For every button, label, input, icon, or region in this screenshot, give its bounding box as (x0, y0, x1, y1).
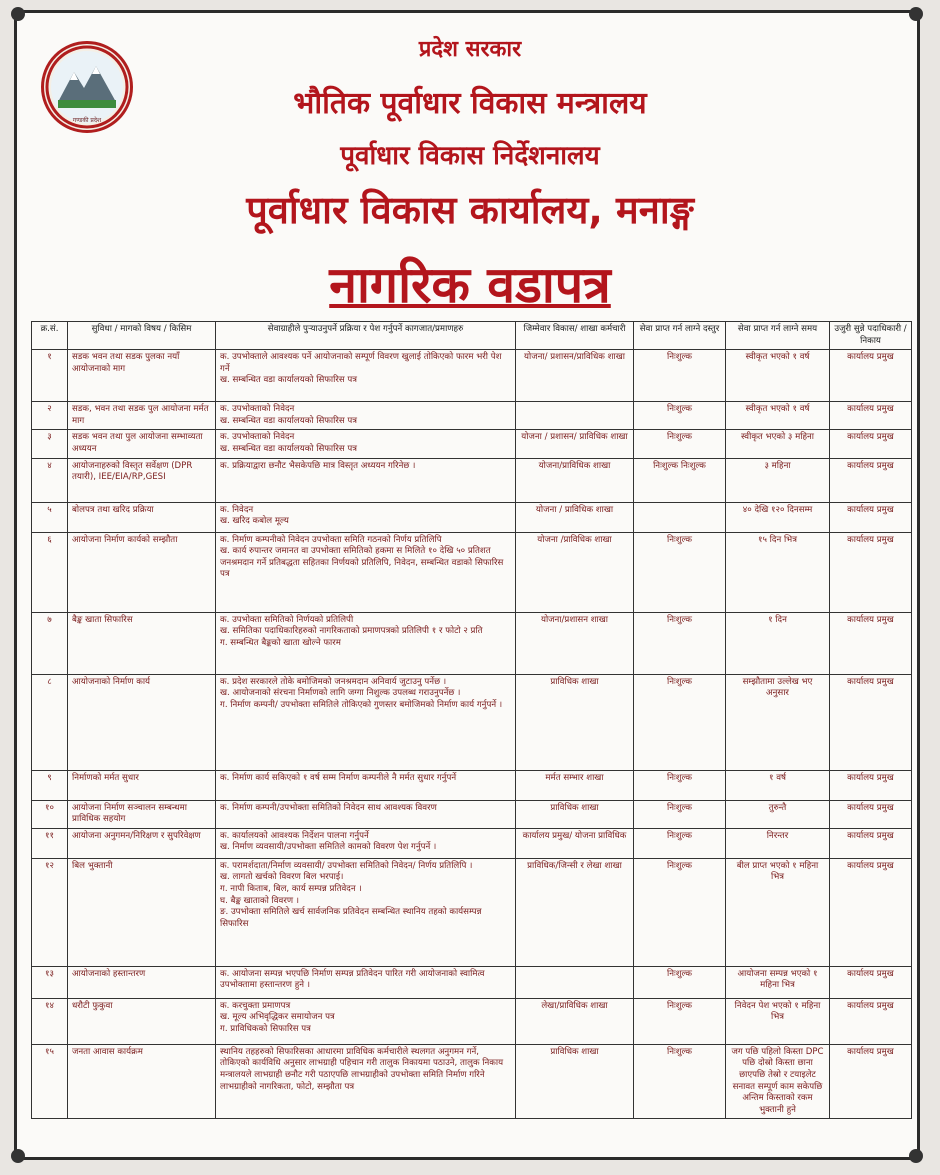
row-sn: ६ (32, 532, 68, 612)
row-subject: बिल भुक्तानी (68, 858, 216, 966)
requirement-line: क. निर्माण कार्य सकिएको १ वर्ष सम्म निर्माण कम्पनीले नै मर्मत सुधार गर्नुपर्ने (220, 772, 457, 783)
table-row (32, 1044, 912, 1119)
row-officer: कार्यालय प्रमुख (830, 966, 912, 998)
row-branch: मर्मत सम्भार शाखा (516, 770, 634, 800)
row-sn: १० (32, 800, 68, 828)
row-branch (516, 402, 634, 430)
row-sn: ५ (32, 502, 68, 532)
requirement-line: ख. समितिका पदाधिकारिहरुको नागरिकताको प्रमाणपत्रको प्रतिलिपी १ र फोटो २ प्रति (220, 626, 483, 637)
row-sn: १५ (32, 1044, 68, 1119)
table-row (32, 532, 912, 612)
requirement-line: ङ. उपभोक्ता समितिले खर्च सार्वजनिक प्रतिवेदन सम्बन्धित स्थानिय तहको कार्यसम्पन्न सिफारिस (220, 907, 482, 929)
citizen-charter-table (31, 321, 912, 1119)
requirement-line: क. प्रदेश सरकारले तोके बमोजिमको जनश्रमदान अनिवार्य जुटाउनु पर्नेछ । (220, 676, 447, 687)
requirement-line: ग. प्राविधिकको सिफारिस पत्र (220, 1023, 311, 1034)
row-sn: २ (32, 402, 68, 430)
row-fee: निःशुल्क (634, 770, 726, 800)
page-title: नागरिक वडापत्र (329, 256, 611, 314)
row-branch: योजना /प्राविधिक शाखा (516, 532, 634, 612)
row-fee (634, 502, 726, 532)
row-subject: आयोजना निर्माण सञ्चालन सम्बन्धमा प्राविधिक सहयोग (68, 800, 216, 828)
row-sn: ९ (32, 770, 68, 800)
requirement-line: क. आयोजना सम्पन्न भएपछि निर्माण सम्पन्न प्रतिवेदन पारित गरी आयोजनाको स्वामित्व उपभोक्तामा हस्तान्तरण हुने । (220, 968, 485, 991)
heading-ministry: भौतिक पूर्वाधार विकास मन्त्रालय (293, 86, 647, 121)
row-requirements (216, 350, 516, 402)
row-branch: कार्यालय प्रमुख/ योजना प्राविधिक (516, 828, 634, 858)
row-requirements (216, 858, 516, 966)
row-officer: कार्यालय प्रमुख (830, 770, 912, 800)
row-sn: ११ (32, 828, 68, 858)
requirement-line: क. कार्यालयको आवश्यक निर्देशन पालना गर्नुपर्ने (220, 830, 369, 841)
heading-office: पूर्वाधार विकास कार्यालय, मनाङ्ग (246, 188, 694, 232)
requirement-line: ग. सम्बन्धित बैङ्कको खाता खोल्ने फारम (220, 637, 341, 648)
row-subject: बोलपत्र तथा खरिद प्रक्रिया (68, 502, 216, 532)
row-subject: आयोजनाहरुको विस्तृत सर्वेक्षण (DPR तयारी), IEE/EIA/RP,GESI (68, 458, 216, 502)
requirement-line: क. निर्माण कम्पनी/उपभोक्ता समितिको निवेदन साथ आवश्यक विवरण (220, 802, 437, 813)
requirement-line: क. परामर्शदाता/निर्माण व्यवसायी/ उपभोक्ता समितिको निवेदन/ निर्णय प्रतिलिपि । (220, 860, 473, 871)
pin-hole (909, 7, 923, 21)
charter-board (14, 10, 920, 1160)
row-fee: निःशुल्क (634, 350, 726, 402)
row-fee: निःशुल्क (634, 612, 726, 674)
row-time: तुरुन्तै (726, 800, 830, 828)
row-officer: कार्यालय प्रमुख (830, 502, 912, 532)
requirement-line: ग. निर्माण कम्पनी/ उपभोक्ता समितिले तोकिएको गुणस्तर बमोजिमको निर्माण कार्य गर्नुपर्ने । (220, 699, 503, 710)
row-officer: कार्यालय प्रमुख (830, 402, 912, 430)
row-subject: सडक भवन तथा पुल आयोजना सम्भाव्यता अध्ययन (68, 430, 216, 458)
row-subject: आयोजना निर्माण कार्यको सम्झौता (68, 532, 216, 612)
row-requirements (216, 966, 516, 998)
table-row (32, 350, 912, 402)
row-time: स्वीकृत भएको ३ महिना (726, 430, 830, 458)
row-requirements (216, 800, 516, 828)
row-sn: १३ (32, 966, 68, 998)
requirement-line: स्थानिय तहहरुको सिफारिसका आधारमा प्राविधिक कर्मचारीले स्थलगत अनुगमन गर्ने, तोकिएको कार्यविधि अनुसार लाभग्राही पहिचान गरी तालुक निकायमा पठाउने, तालुक निकाय मन्त्रालयले लाभग्राही छनौट गरी पठाएपछि लाभग्राहीको उपभोक्ता समिति निर्माण गरिने लाभग्राहीको नागरिकता, फोटो, सम्झौता पत्र (220, 1046, 504, 1092)
requirement-line: ख. खरिद कबोल मूल्य (220, 516, 289, 527)
row-time: सम्झौतामा उल्लेख भए अनुसार (726, 674, 830, 770)
table-row (32, 402, 912, 430)
row-time: आयोजना सम्पन्न भएको १ महिना भित्र (726, 966, 830, 998)
row-branch: योजना / प्रशासन/ प्राविधिक शाखा (516, 430, 634, 458)
column-header-subject: सुविधा / मागको विषय / किसिम (68, 322, 216, 350)
row-subject: बैङ्क खाता सिफारिस (68, 612, 216, 674)
row-officer: कार्यालय प्रमुख (830, 800, 912, 828)
requirement-line: ख. सम्बन्धित वडा कार्यालयको सिफारिस पत्र (220, 443, 358, 454)
row-requirements (216, 402, 516, 430)
table-row (32, 612, 912, 674)
row-branch (516, 966, 634, 998)
column-header-requirements: सेवाग्राहीले पुर्‍याउनुपर्ने प्रक्रिया र पेश गर्नुपर्ने कागजात/प्रमाणहरु (216, 322, 516, 350)
row-officer: कार्यालय प्रमुख (830, 458, 912, 502)
row-officer: कार्यालय प्रमुख (830, 828, 912, 858)
row-subject: सडक भवन तथा सडक पुलका नयाँ आयोजनाको माग (68, 350, 216, 402)
row-requirements (216, 532, 516, 612)
requirement-line: क. उपभोक्ताको निवेदन (220, 404, 295, 415)
row-officer: कार्यालय प्रमुख (830, 612, 912, 674)
heading-province: प्रदेश सरकार (418, 37, 522, 62)
pin-hole (11, 7, 25, 21)
requirement-line: ख. सम्बन्धित वडा कार्यालयको सिफारिस पत्र (220, 375, 358, 386)
row-sn: ४ (32, 458, 68, 502)
row-requirements (216, 1044, 516, 1119)
row-time: ४० देखि १२० दिनसम्म (726, 502, 830, 532)
table-row (32, 770, 912, 800)
row-officer: कार्यालय प्रमुख (830, 1044, 912, 1119)
row-fee: निःशुल्क निःशुल्क (634, 458, 726, 502)
emblem-caption: गण्डकी प्रदेश (72, 117, 102, 124)
row-requirements (216, 430, 516, 458)
row-time: ३ महिना (726, 458, 830, 502)
requirement-line: क. उपभोक्ता समितिको निर्णयको प्रतिलिपी (220, 614, 354, 625)
row-fee: निःशुल्क (634, 828, 726, 858)
row-requirements (216, 770, 516, 800)
column-header-sn: क्र.सं. (32, 322, 68, 350)
column-header-fee: सेवा प्राप्त गर्न लाग्ने दस्तुर (634, 322, 726, 350)
row-sn: ३ (32, 430, 68, 458)
row-fee: निःशुल्क (634, 800, 726, 828)
row-fee: निःशुल्क (634, 966, 726, 998)
column-header-officer: उजुरी सुन्ने पदाधिकारी / निकाय (830, 322, 912, 350)
row-time: निरन्तर (726, 828, 830, 858)
row-subject: सडक, भवन तथा सडक पुल आयोजना मर्मत माग (68, 402, 216, 430)
row-sn: १ (32, 350, 68, 402)
row-time: १ वर्ष (726, 770, 830, 800)
row-officer: कार्यालय प्रमुख (830, 532, 912, 612)
requirement-line: ख. कार्य रुपान्तर जमानत वा उपभोक्ता समितिको हकमा स मिलिते १० देखि ५० प्रतिशत जनश्रमदान गर्ने प्रतिबद्धता सहितका निर्णयको प्रतिलिपि, निवेदन, सम्बन्धित वडाको सिफारिस पत्र (220, 546, 504, 580)
row-fee: निःशुल्क (634, 1044, 726, 1119)
table-header-row (32, 322, 912, 350)
table-row (32, 998, 912, 1044)
row-subject: आयोजनाको हस्तान्तरण (68, 966, 216, 998)
table-row (32, 800, 912, 828)
row-time: १ दिन (726, 612, 830, 674)
column-header-time: सेवा प्राप्त गर्न लाग्ने समय (726, 322, 830, 350)
row-subject: आयोजनाको निर्माण कार्य (68, 674, 216, 770)
requirement-line: क. निवेदन (220, 504, 254, 515)
row-time: बील प्राप्त भएको १ महिना भित्र (726, 858, 830, 966)
row-branch: प्राविधिक शाखा (516, 674, 634, 770)
row-sn: १२ (32, 858, 68, 966)
heading-directorate: पूर्वाधार विकास निर्देशनालय (340, 141, 600, 171)
row-branch: लेखा/प्राविधिक शाखा (516, 998, 634, 1044)
row-sn: ७ (32, 612, 68, 674)
row-sn: १४ (32, 998, 68, 1044)
row-fee: निःशुल्क (634, 430, 726, 458)
row-fee: निःशुल्क (634, 998, 726, 1044)
row-officer: कार्यालय प्रमुख (830, 350, 912, 402)
row-branch: प्राविधिक/जिन्सी र लेखा शाखा (516, 858, 634, 966)
row-requirements (216, 828, 516, 858)
row-time: १५ दिन भित्र (726, 532, 830, 612)
row-requirements (216, 612, 516, 674)
row-requirements (216, 998, 516, 1044)
table-row (32, 674, 912, 770)
row-subject: जनता आवास कार्यक्रम (68, 1044, 216, 1119)
requirement-line: ख. लागतो खर्चको विवरण बिल भरपाई। (220, 872, 344, 883)
row-fee: निःशुल्क (634, 402, 726, 430)
row-fee: निःशुल्क (634, 674, 726, 770)
row-requirements (216, 502, 516, 532)
requirement-line: क. करचुक्ता प्रमाणपत्र (220, 1000, 291, 1011)
row-branch: योजना/प्रशासन शाखा (516, 612, 634, 674)
requirement-line: क. उपभोक्ताको निवेदन (220, 432, 295, 443)
row-requirements (216, 458, 516, 502)
table-row (32, 828, 912, 858)
table-row (32, 858, 912, 966)
row-subject: धरौटी फुकुवा (68, 998, 216, 1044)
row-branch: प्राविधिक शाखा (516, 800, 634, 828)
row-requirements (216, 674, 516, 770)
requirement-line: ग. नापी किताब, बिल, कार्य सम्पन्न प्रतिवेदन । (220, 883, 362, 894)
column-header-branch: जिम्मेवार विकास/ शाखा कर्मचारी (516, 322, 634, 350)
requirement-line: क. प्रक्रियाद्वारा छनौट भैसकेपछि मात्र विस्तृत अध्ययन गरिनेछ । (220, 460, 416, 471)
requirement-line: ख. निर्माण व्यवसायी/उपभोक्ता समितिले कामको विवरण पेश गर्नुपर्ने । (220, 842, 437, 853)
row-subject: आयोजना अनुगमन/निरिक्षण र सुपरिवेक्षण (68, 828, 216, 858)
row-officer: कार्यालय प्रमुख (830, 998, 912, 1044)
row-time: निवेदन पेश भएको १ महिना भित्र (726, 998, 830, 1044)
requirement-line: घ. बैङ्क खाताको विवरण । (220, 895, 300, 906)
requirement-line: ख. सम्बन्धित वडा कार्यालयको सिफारिस पत्र (220, 415, 358, 426)
row-subject: निर्माणको मर्मत सुधार (68, 770, 216, 800)
row-time: स्वीकृत भएको १ वर्ष (726, 402, 830, 430)
row-time: जग पछि पहिलो किस्ता DPC पछि दोस्रो किस्ता छाना छाएपछि तेस्रो र टयाइलेट सनावत सम्पूर्ण काम सकेपछि अन्तिम किस्ताको रकम भुक्तानी हुने (726, 1044, 830, 1119)
table-row (32, 430, 912, 458)
row-time: स्वीकृत भएको १ वर्ष (726, 350, 830, 402)
row-branch: योजना/प्राविधिक शाखा (516, 458, 634, 502)
requirement-line: ख. मूल्य अभिवृद्धिकर समायोजन पत्र (220, 1012, 335, 1023)
row-fee: निःशुल्क (634, 858, 726, 966)
pin-hole (909, 1149, 923, 1163)
table-row (32, 502, 912, 532)
pin-hole (11, 1149, 25, 1163)
requirement-line: क. उपभोक्ताले आवश्यक पर्ने आयोजनाको सम्पूर्ण विवरण खुलाई तोकिएको फारम भरी पेश गर्ने (220, 352, 502, 374)
row-sn: ८ (32, 674, 68, 770)
row-fee: निःशुल्क (634, 532, 726, 612)
row-officer: कार्यालय प्रमुख (830, 858, 912, 966)
table-row (32, 966, 912, 998)
row-officer: कार्यालय प्रमुख (830, 430, 912, 458)
row-branch: योजना / प्राविधिक शाखा (516, 502, 634, 532)
table-row (32, 458, 912, 502)
row-branch: प्राविधिक शाखा (516, 1044, 634, 1119)
row-officer: कार्यालय प्रमुख (830, 674, 912, 770)
requirement-line: क. निर्माण कम्पनीको निवेदन उपभोक्ता समिति गठनको निर्णय प्रतिलिपि (220, 534, 442, 545)
row-branch: योजना/ प्रशासन/प्राविधिक शाखा (516, 350, 634, 402)
requirement-line: ख. आयोजनाको संरचना निर्माणको लागि जग्गा निशुल्क उपलब्ध गराउनुपर्नेछ । (220, 688, 461, 699)
